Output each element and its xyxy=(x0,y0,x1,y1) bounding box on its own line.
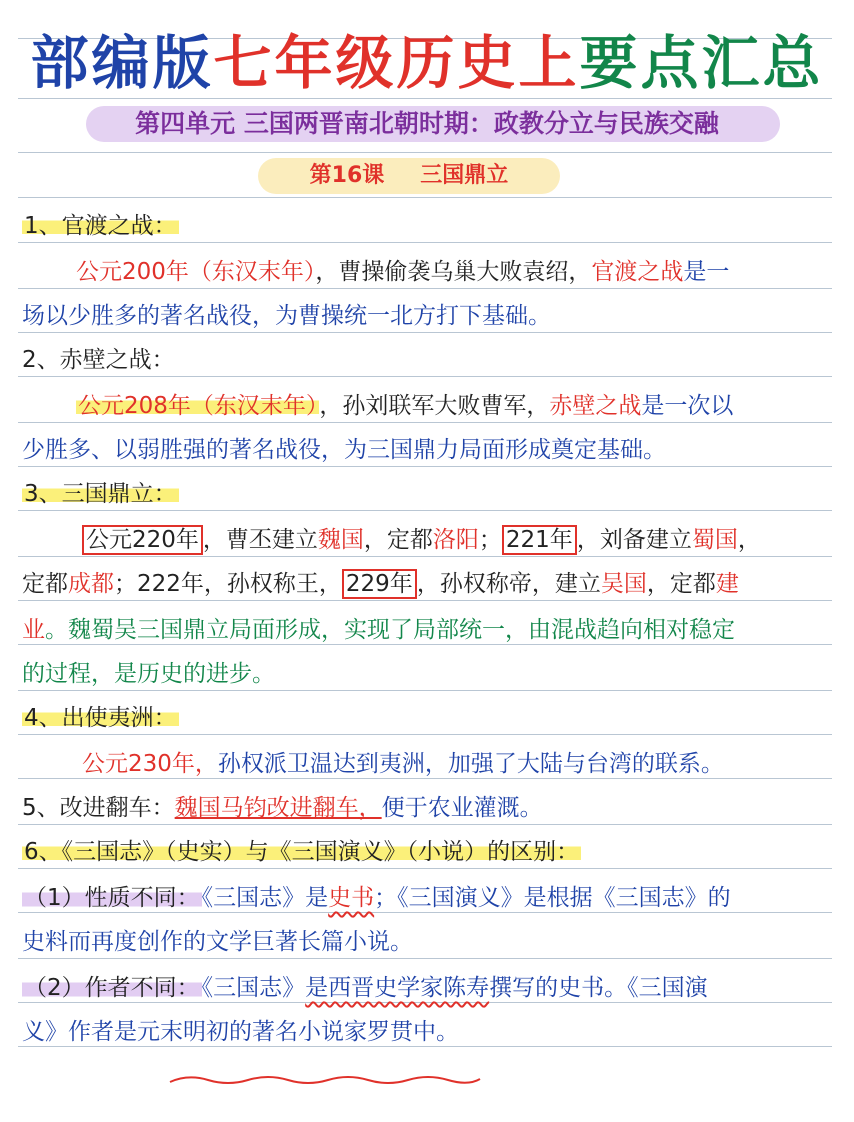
text-line xyxy=(22,654,275,694)
text-line xyxy=(22,922,413,962)
boxed-date: 公元220年 xyxy=(82,525,203,555)
section-heading xyxy=(22,832,581,872)
text-line xyxy=(22,564,739,604)
text-line xyxy=(22,610,735,650)
body-text: 孙权派卫温达到夷洲，加强了大陆与台湾的联系。 xyxy=(217,751,724,777)
section-3-heading: 3、三国鼎立： xyxy=(24,481,177,507)
body-text: 魏国马钧改进翻车， xyxy=(174,795,382,821)
lesson-number: 第16课 xyxy=(309,163,385,188)
body-text: 《三国志》是 xyxy=(201,885,329,911)
body-text: 撰写的史书。《三国演 xyxy=(489,975,708,1001)
emphasis-text: 史书 xyxy=(328,885,375,911)
emphasis-text: 是西晋史学家陈寿 xyxy=(305,975,490,1001)
body-text: ，定都 xyxy=(646,571,716,597)
point-label: （2）作者不同： xyxy=(24,975,200,1001)
date-text: 公元230年， xyxy=(82,751,218,777)
title-part-2: 七年级历史上 xyxy=(213,29,580,97)
text-line xyxy=(76,252,729,292)
section-2-heading: 2、赤壁之战： xyxy=(22,347,175,373)
date-text: 公元208年（东汉末年） xyxy=(78,393,318,419)
lesson-heading xyxy=(258,158,560,194)
body-text: 的过程，是历史的进步。 xyxy=(22,661,275,687)
body-text: ，刘备建立 xyxy=(576,527,692,553)
body-text: ，曹操偷袭乌巢大败袁绍， xyxy=(315,259,592,285)
point-label: （1）性质不同： xyxy=(24,885,200,911)
section-heading xyxy=(22,340,175,380)
body-text: 。魏蜀吴三国鼎立局面形成，实现了局部统一，由混战趋向相对稳定 xyxy=(45,617,735,643)
section-heading xyxy=(22,474,179,514)
text-line xyxy=(82,744,724,784)
text-line xyxy=(22,878,731,918)
text-line xyxy=(22,296,551,336)
body-text: ；222年，孙权称王， xyxy=(114,571,342,597)
body-text: 史料而再度创作的文学巨著长篇小说。 xyxy=(22,929,413,955)
body-text: ；《三国演义》是根据《三国志》的 xyxy=(374,885,731,911)
unit-heading: 第四单元 三国两晋南北朝时期：政教分立与民族交融 xyxy=(135,109,719,138)
text-line xyxy=(22,1012,459,1052)
section-4-heading: 4、出使夷洲： xyxy=(24,705,177,731)
section-heading xyxy=(22,698,179,738)
text-line xyxy=(76,386,733,426)
kingdom-name: 魏国 xyxy=(317,527,364,553)
body-text: ，曹丕建立 xyxy=(202,527,318,553)
body-text: 少胜多、以弱胜强的著名战役，为三国鼎力局面形成奠定基础。 xyxy=(22,437,666,463)
body-text: ，孙权称帝，建立 xyxy=(416,571,601,597)
boxed-date: 221年 xyxy=(502,525,577,555)
ruled-line xyxy=(18,152,832,153)
kingdom-name: 蜀国 xyxy=(691,527,738,553)
body-text: 是一 xyxy=(683,259,730,285)
boxed-date: 229年 xyxy=(342,569,417,599)
battle-name: 官渡之战 xyxy=(591,259,684,285)
capital-name: 建 xyxy=(715,571,739,597)
body-text: 场以少胜多的著名战役，为曹操统一北方打下基础。 xyxy=(22,303,551,329)
text-line xyxy=(22,430,666,470)
capital-name: 业 xyxy=(22,617,45,643)
body-text: 便于农业灌溉。 xyxy=(381,795,543,821)
lesson-name: 三国鼎立 xyxy=(420,163,509,188)
squiggle-decoration xyxy=(168,1070,488,1090)
page-title xyxy=(0,22,854,104)
title-part-1: 部编版 xyxy=(30,29,214,97)
text-line xyxy=(22,788,543,828)
ruled-line xyxy=(18,197,832,198)
body-text: ， xyxy=(737,527,761,553)
section-1-heading: 1、官渡之战： xyxy=(24,213,177,239)
body-text: ，定都 xyxy=(363,527,433,553)
kingdom-name: 吴国 xyxy=(600,571,647,597)
section-5-heading: 5、改进翻车： xyxy=(22,795,175,821)
capital-name: 洛阳 xyxy=(432,527,479,553)
text-line xyxy=(22,968,708,1008)
capital-name: 成都 xyxy=(68,571,114,597)
battle-name: 赤壁之战 xyxy=(549,393,642,419)
title-part-3: 要点汇总 xyxy=(579,29,824,97)
body-text: 《三国志》 xyxy=(201,975,306,1001)
body-text: 定都 xyxy=(22,571,68,597)
body-text: 是一次以 xyxy=(641,393,734,419)
body-text: ，孙刘联军大败曹军， xyxy=(319,393,550,419)
section-heading xyxy=(22,206,179,246)
text-line xyxy=(82,520,761,560)
body-text: ； xyxy=(478,527,502,553)
body-text: 义》作者是元末明初的著名小说家罗贯中。 xyxy=(22,1019,459,1045)
date-text: 公元200年（东汉末年） xyxy=(76,259,316,285)
section-6-heading: 6、《三国志》（史实）与《三国演义》（小说）的区别： xyxy=(24,839,580,865)
